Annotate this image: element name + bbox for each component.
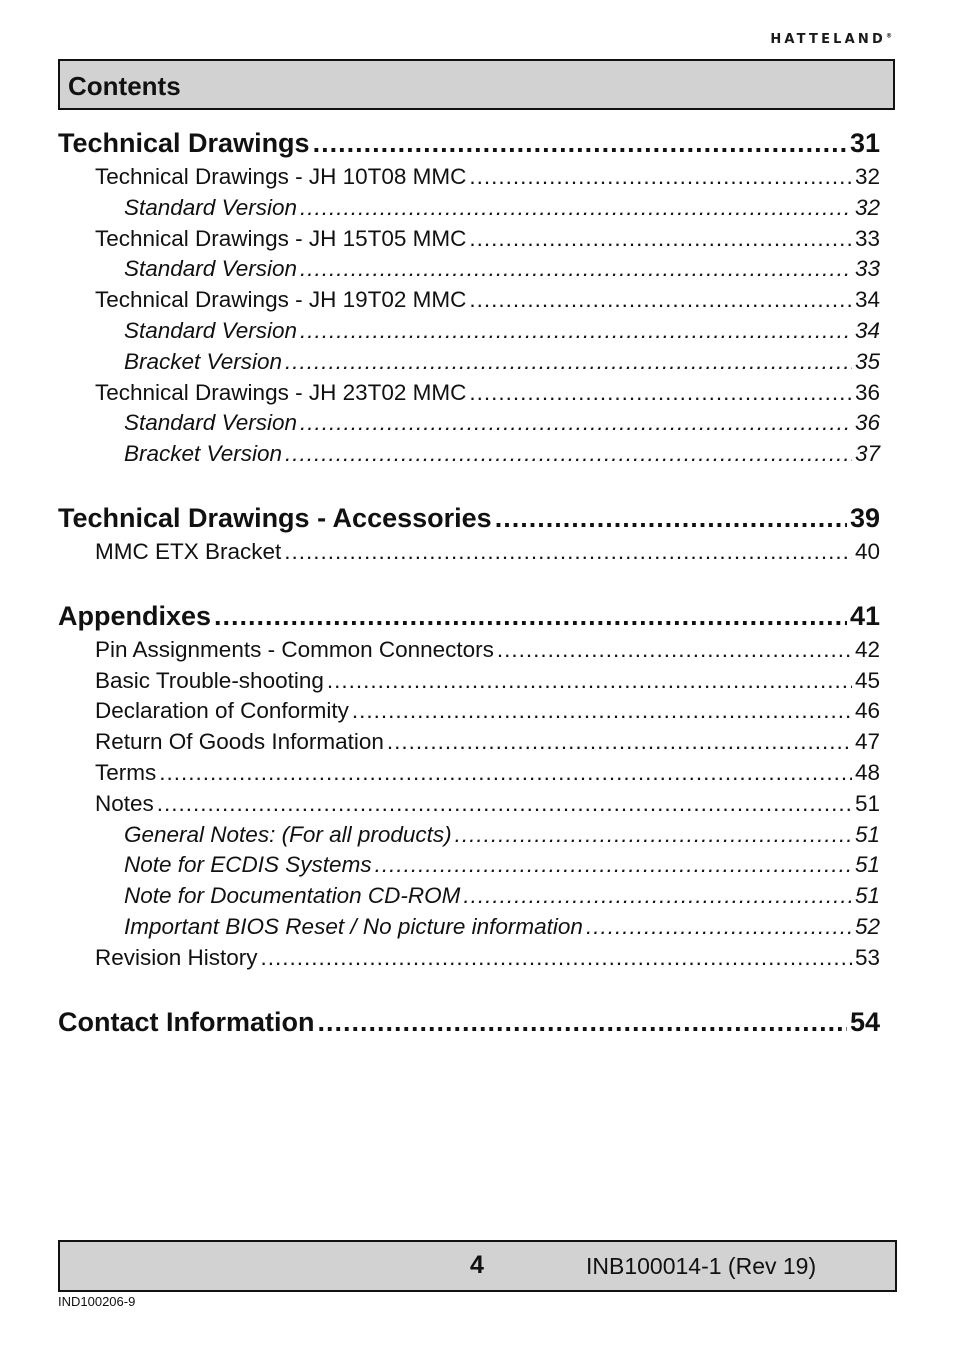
toc-entry-title: Declaration of Conformity — [95, 698, 349, 724]
toc-entry-page: 34 — [854, 317, 880, 343]
brand-logo — [770, 32, 892, 47]
toc-entry-title: Pin Assignments - Common Connectors — [95, 636, 494, 662]
toc-entry-title: Important BIOS Reset / No picture information — [124, 913, 583, 939]
toc-entry[interactable] — [58, 666, 880, 697]
document-code: IND100206-9 — [58, 1294, 136, 1309]
toc-entry-page: 35 — [854, 348, 880, 374]
toc-entry-page: 47 — [854, 729, 880, 755]
toc-entry-page: 46 — [854, 698, 880, 724]
toc-entry[interactable] — [58, 943, 880, 974]
dot-leader — [300, 316, 852, 347]
toc-entry[interactable] — [58, 727, 880, 758]
toc-entry-page: 41 — [849, 600, 880, 631]
toc-entry-page: 51 — [854, 790, 880, 816]
dot-leader — [285, 439, 852, 470]
toc-entry-page: 31 — [849, 128, 880, 158]
toc-entry-page: 40 — [854, 538, 880, 564]
dot-leader — [387, 727, 852, 758]
toc-entry[interactable] — [58, 850, 880, 881]
toc-section — [58, 500, 880, 568]
toc-entry-title: Technical Drawings - Accessories — [58, 502, 492, 533]
toc-entry-title: Bracket Version — [124, 441, 282, 467]
toc-entry-title: Technical Drawings - JH 19T02 MMC — [95, 287, 467, 313]
dot-leader — [469, 285, 852, 316]
dot-leader — [285, 347, 852, 378]
toc-entry-page: 36 — [854, 410, 880, 436]
dot-leader — [318, 1004, 847, 1041]
toc-entry-page: 51 — [854, 821, 880, 847]
table-of-contents — [58, 125, 880, 1071]
document-reference: INB100014-1 (Rev 19) — [586, 1253, 817, 1279]
toc-entry[interactable] — [58, 439, 880, 470]
toc-section — [58, 598, 880, 974]
toc-entry-title: General Notes: (For all products) — [124, 821, 452, 847]
toc-entry-title: MMC ETX Bracket — [95, 538, 282, 564]
toc-section-heading[interactable] — [58, 1004, 880, 1041]
toc-entry[interactable] — [58, 285, 880, 316]
toc-entry[interactable] — [58, 408, 880, 439]
toc-entry[interactable] — [58, 881, 880, 912]
toc-entry[interactable] — [58, 224, 880, 255]
toc-entry-page: 34 — [854, 287, 880, 313]
toc-entry-title: Note for ECDIS Systems — [124, 852, 372, 878]
toc-entry-page: 51 — [854, 852, 880, 878]
toc-entry-title: Standard Version — [124, 410, 298, 436]
brand-logo-text: HATTELAND — [770, 32, 886, 47]
dot-leader — [214, 598, 847, 635]
toc-entry-page: 32 — [854, 164, 880, 189]
toc-entry-page: 54 — [849, 1006, 880, 1037]
dot-leader — [284, 537, 852, 568]
dot-leader — [159, 758, 852, 789]
dot-leader — [469, 378, 852, 409]
toc-entry-title: Revision History — [95, 944, 258, 970]
dot-leader — [300, 408, 852, 439]
toc-entry[interactable] — [58, 162, 880, 193]
toc-entry[interactable] — [58, 820, 880, 851]
dot-leader — [300, 193, 852, 224]
toc-entry-title: Standard Version — [124, 317, 298, 343]
toc-entry-page: 53 — [854, 944, 880, 970]
toc-entry-page: 52 — [854, 913, 880, 939]
toc-section-heading[interactable] — [58, 598, 880, 635]
toc-section — [58, 1004, 880, 1041]
toc-entry-title: Terms — [95, 759, 157, 785]
toc-entry-page: 37 — [854, 441, 880, 467]
dot-leader — [157, 789, 852, 820]
dot-leader — [455, 820, 852, 851]
dot-leader — [375, 850, 852, 881]
toc-entry-page: 42 — [854, 636, 880, 662]
toc-entry-title: Appendixes — [58, 600, 212, 631]
toc-entry-title: Bracket Version — [124, 348, 282, 374]
toc-entry-page: 45 — [854, 667, 880, 693]
contents-header-bar — [58, 59, 895, 110]
toc-entry-title: Contact Information — [58, 1006, 315, 1037]
page-title: Contents — [68, 71, 181, 101]
dot-leader — [313, 125, 847, 162]
toc-entry-title: Technical Drawings - JH 15T05 MMC — [95, 225, 467, 251]
toc-entry-title: Technical Drawings — [58, 128, 310, 158]
toc-entry-title: Note for Documentation CD-ROM — [124, 883, 461, 909]
toc-entry-title: Basic Trouble-shooting — [95, 667, 324, 693]
toc-entry-page: 39 — [849, 502, 880, 533]
toc-entry[interactable] — [58, 789, 880, 820]
dot-leader — [469, 162, 852, 193]
toc-entry[interactable] — [58, 912, 880, 943]
registered-mark: ® — [886, 32, 892, 40]
toc-entry-page: 33 — [854, 225, 880, 251]
toc-entry-title: Technical Drawings - JH 23T02 MMC — [95, 379, 467, 405]
toc-section — [58, 125, 880, 470]
toc-entry-title: Technical Drawings - JH 10T08 MMC — [95, 164, 467, 189]
dot-leader — [463, 881, 852, 912]
dot-leader — [327, 666, 852, 697]
toc-entry-page: 36 — [854, 379, 880, 405]
page-number: 4 — [470, 1251, 484, 1279]
toc-section-heading[interactable] — [58, 125, 880, 162]
toc-entry[interactable] — [58, 316, 880, 347]
dot-leader — [469, 224, 852, 255]
toc-entry-title: Notes — [95, 790, 154, 816]
dot-leader — [586, 912, 852, 943]
toc-entry[interactable] — [58, 378, 880, 409]
footer-bar — [58, 1240, 897, 1292]
toc-entry-page: 33 — [854, 256, 880, 282]
toc-entry[interactable] — [58, 537, 880, 568]
toc-entry-page: 32 — [854, 194, 880, 220]
toc-section-heading[interactable] — [58, 500, 880, 537]
toc-entry-title: Standard Version — [124, 194, 298, 220]
dot-leader — [495, 500, 847, 537]
dot-leader — [300, 254, 852, 285]
dot-leader — [352, 696, 852, 727]
toc-entry[interactable] — [58, 254, 880, 285]
toc-entry[interactable] — [58, 696, 880, 727]
dot-leader — [261, 943, 852, 974]
toc-entry[interactable] — [58, 193, 880, 224]
toc-entry-page: 48 — [854, 759, 880, 785]
toc-entry[interactable] — [58, 635, 880, 666]
toc-entry-title: Return Of Goods Information — [95, 729, 384, 755]
toc-entry[interactable] — [58, 758, 880, 789]
toc-entry-title: Standard Version — [124, 256, 298, 282]
toc-entry-page: 51 — [854, 883, 880, 909]
toc-entry[interactable] — [58, 347, 880, 378]
dot-leader — [497, 635, 852, 666]
